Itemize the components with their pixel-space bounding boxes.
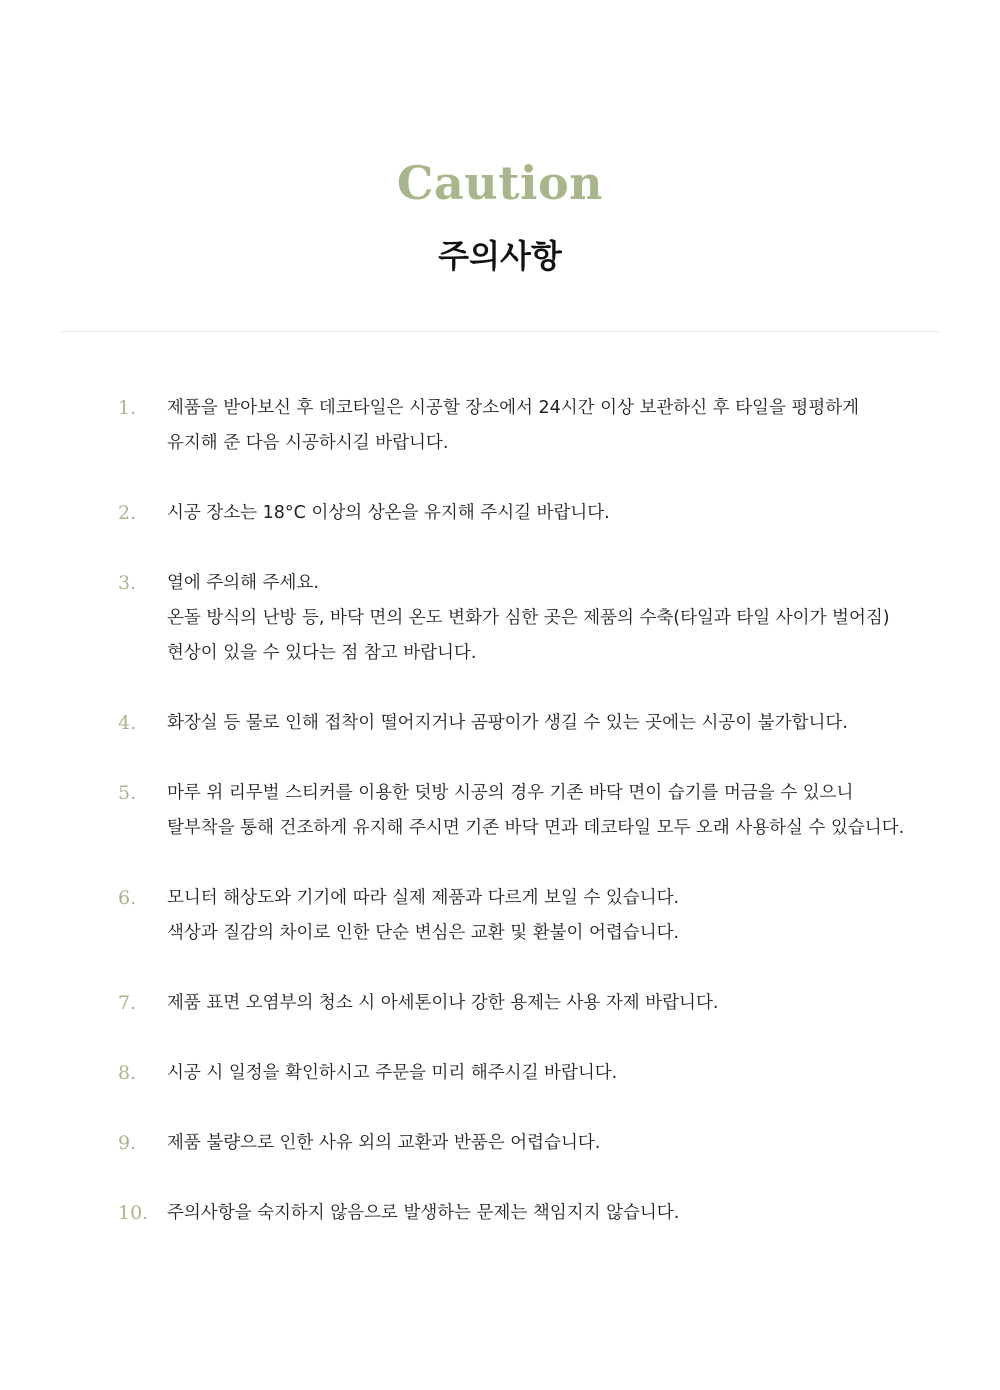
caution-item-text [167,496,947,531]
caution-item-line: 제품 표면 오염부의 청소 시 아세톤이나 강한 용제는 사용 자제 바랍니다. [167,993,719,1013]
caution-item [0,496,1000,531]
caution-item-line: 주의사항을 숙지하지 않음으로 발생하는 문제는 책임지지 않습니다. [167,1203,680,1223]
caution-item [0,706,1000,741]
caution-list [0,391,1000,1266]
caution-item-number: 4. [118,712,137,734]
caution-item-number: 7. [118,992,137,1014]
caution-item-line: 시공 장소는 18°C 이상의 상온을 유지해 주시길 바랍니다. [167,503,610,523]
page-title-english: Caution [396,155,604,210]
caution-item-text [167,391,947,461]
caution-item-number: 10. [118,1202,149,1224]
caution-item-line: 모니터 해상도와 기기에 따라 실제 제품과 다르게 보일 수 있습니다. [167,888,680,908]
caution-item [0,566,1000,671]
caution-item [0,1196,1000,1231]
caution-item-number: 1. [118,397,137,419]
caution-item-number: 9. [118,1132,137,1154]
caution-item-text [167,706,947,741]
caution-item-number: 2. [118,502,137,524]
caution-item-line: 제품을 받아보신 후 데코타일은 시공할 장소에서 24시간 이상 보관하신 후 타일을 평평하게 [167,398,860,418]
caution-item-line: 시공 시 일정을 확인하시고 주문을 미리 해주시길 바랍니다. [167,1063,618,1083]
caution-item-text [167,1126,947,1161]
caution-item [0,391,1000,461]
caution-item-line: 유지해 준 다음 시공하시길 바랍니다. [167,433,449,453]
caution-item-number: 3. [118,572,137,594]
caution-item-line: 마루 위 리무벌 스티커를 이용한 덧방 시공의 경우 기존 바닥 면이 습기를 머금을 수 있으니 [167,783,854,803]
caution-item-line: 탈부착을 통해 건조하게 유지해 주시면 기존 바닥 면과 데코타일 모두 오래 사용하실 수 있습니다. [167,818,905,838]
caution-item-number: 5. [118,782,137,804]
caution-item-line: 온돌 방식의 난방 등, 바닥 면의 온도 변화가 심한 곳은 제품의 수축(타일과 타일 사이가 벌어짐) [167,608,890,628]
caution-item-line: 제품 불량으로 인한 사유 외의 교환과 반품은 어렵습니다. [167,1133,601,1153]
caution-item-text [167,566,947,671]
caution-item-number: 8. [118,1062,137,1084]
caution-item [0,881,1000,951]
caution-item-line: 화장실 등 물로 인해 접착이 떨어지거나 곰팡이가 생길 수 있는 곳에는 시공이 불가합니다. [167,713,848,733]
caution-item-number: 6. [118,887,137,909]
caution-item [0,1126,1000,1161]
caution-item [0,986,1000,1021]
caution-item-text [167,1056,947,1091]
caution-item-text [167,776,947,846]
caution-item-text [167,1196,947,1231]
section-divider [61,331,939,332]
caution-item [0,1056,1000,1091]
caution-item-line: 현상이 있을 수 있다는 점 참고 바랍니다. [167,643,477,663]
caution-item-line: 열에 주의해 주세요. [167,573,319,593]
caution-item-line: 색상과 질감의 차이로 인한 단순 변심은 교환 및 환불이 어렵습니다. [167,923,680,943]
page-title-korean: 주의사항 [438,236,562,275]
caution-item-text [167,986,947,1021]
caution-item-text [167,881,947,951]
caution-item [0,776,1000,846]
